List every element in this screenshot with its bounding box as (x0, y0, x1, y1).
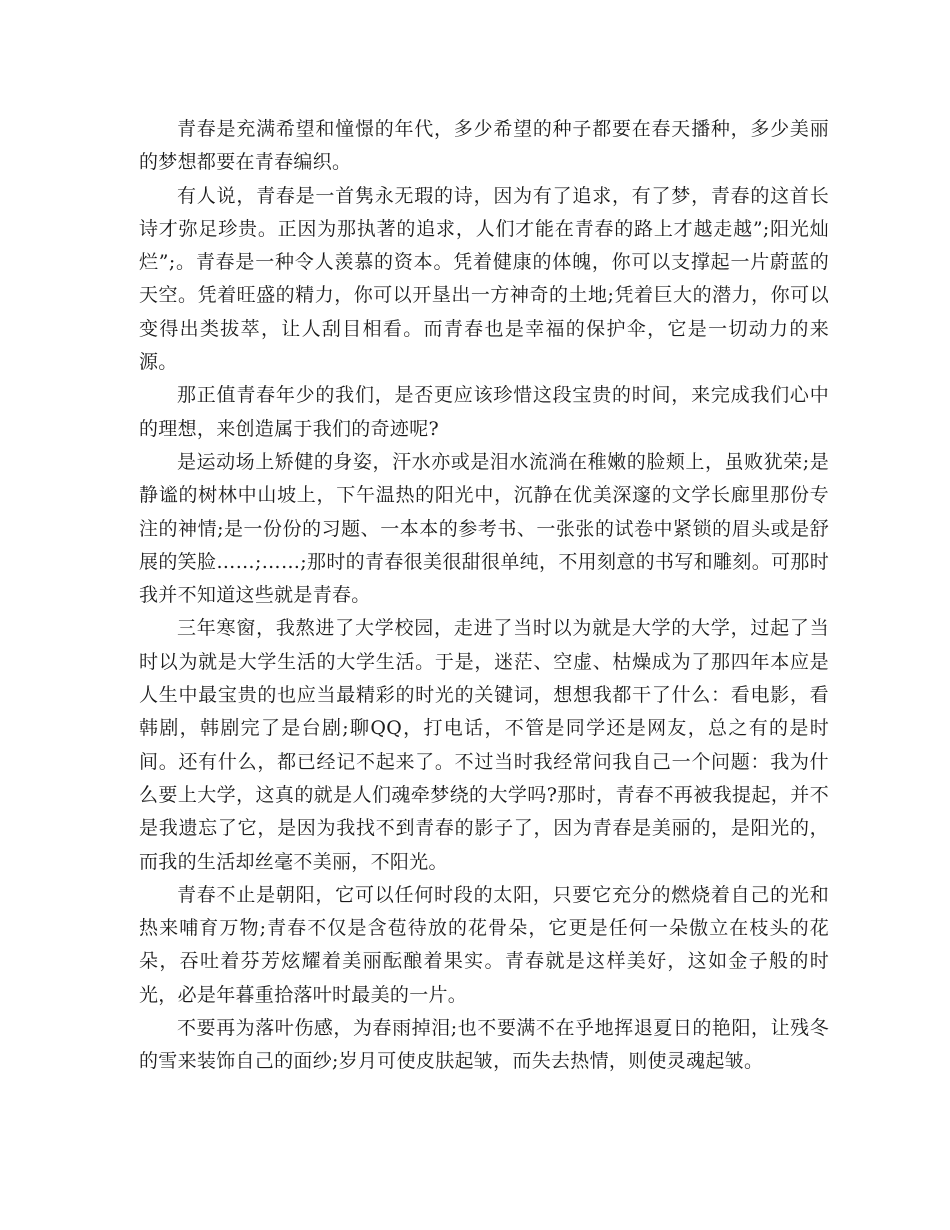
paragraph-2: 有人说，青春是一首隽永无瑕的诗，因为有了追求，有了梦，青春的这首长诗才弥足珍贵。正因为那执著的追求，人们才能在青春的路上才越走越”;阳光灿烂”;。青春是一种令人羡慕的资本。凭着健康的体魄，你可以支撑起一片蔚蓝的天空。凭着旺盛的精力，你可以开垦出一方神奇的土地;凭着巨大的潜力，你可以变得出类拔萃，让人刮目相看。而青春也是幸福的保护伞，它是一切动力的来源。 (139, 184, 829, 374)
paragraph-1: 青春是充满希望和憧憬的年代，多少希望的种子都要在春天播种，多少美丽的梦想都要在青春编织。 (139, 118, 829, 174)
document-page (139, 113, 829, 1079)
paragraph-5: 三年寒窗，我熬进了大学校园，走进了当时以为就是大学的大学，过起了当时以为就是大学生活的大学生活。于是，迷茫、空虚、枯燥成为了那四年本应是人生中最宝贵的也应当最精彩的时光的关键词，想想我都干了什么：看电影，看韩剧，韩剧完了是台剧;聊QQ，打电话，不管是同学还是网友，总之有的是时间。还有什么，都已经记不起来了。不过当时我经常问我自己一个问题：我为什么要上大学，这真的就是人们魂牵梦绕的大学吗?那时，青春不再被我提起，并不是我遗忘了它，是因为我找不到青春的影子了，因为青春是美丽的，是阳光的，而我的生活却丝毫不美丽，不阳光。 (139, 617, 829, 873)
paragraph-7: 不要再为落叶伤感，为春雨掉泪;也不要满不在乎地挥退夏日的艳阳，让残冬的雪来装饰自己的面纱;岁月可使皮肤起皱，而失去热情，则使灵魂起皱。 (139, 1017, 829, 1073)
paragraph-6: 青春不止是朝阳，它可以任何时段的太阳，只要它充分的燃烧着自己的光和热来哺育万物;青春不仅是含苞待放的花骨朵，它更是任何一朵傲立在枝头的花朵，吞吐着芬芳炫耀着美丽酝酿着果实。青春就是这样美好，这如金子般的时光，必是年暮重拾落叶时最美的一片。 (139, 883, 829, 1006)
paragraph-4: 是运动场上矫健的身姿，汗水亦或是泪水流淌在稚嫩的脸颊上，虽败犹荣;是静谧的树林中山坡上，下午温热的阳光中，沉静在优美深邃的文学长廊里那份专注的神情;是一份份的习题、一本本的参考书、一张张的试卷中紧锁的眉头或是舒展的笑脸……;……;那时的青春很美很甜很单纯，不用刻意的书写和雕刻。可那时我并不知道这些就是青春。 (139, 450, 829, 607)
paragraph-3: 那正值青春年少的我们，是否更应该珍惜这段宝贵的时间，来完成我们心中的理想，来创造属于我们的奇迹呢? (139, 384, 829, 440)
